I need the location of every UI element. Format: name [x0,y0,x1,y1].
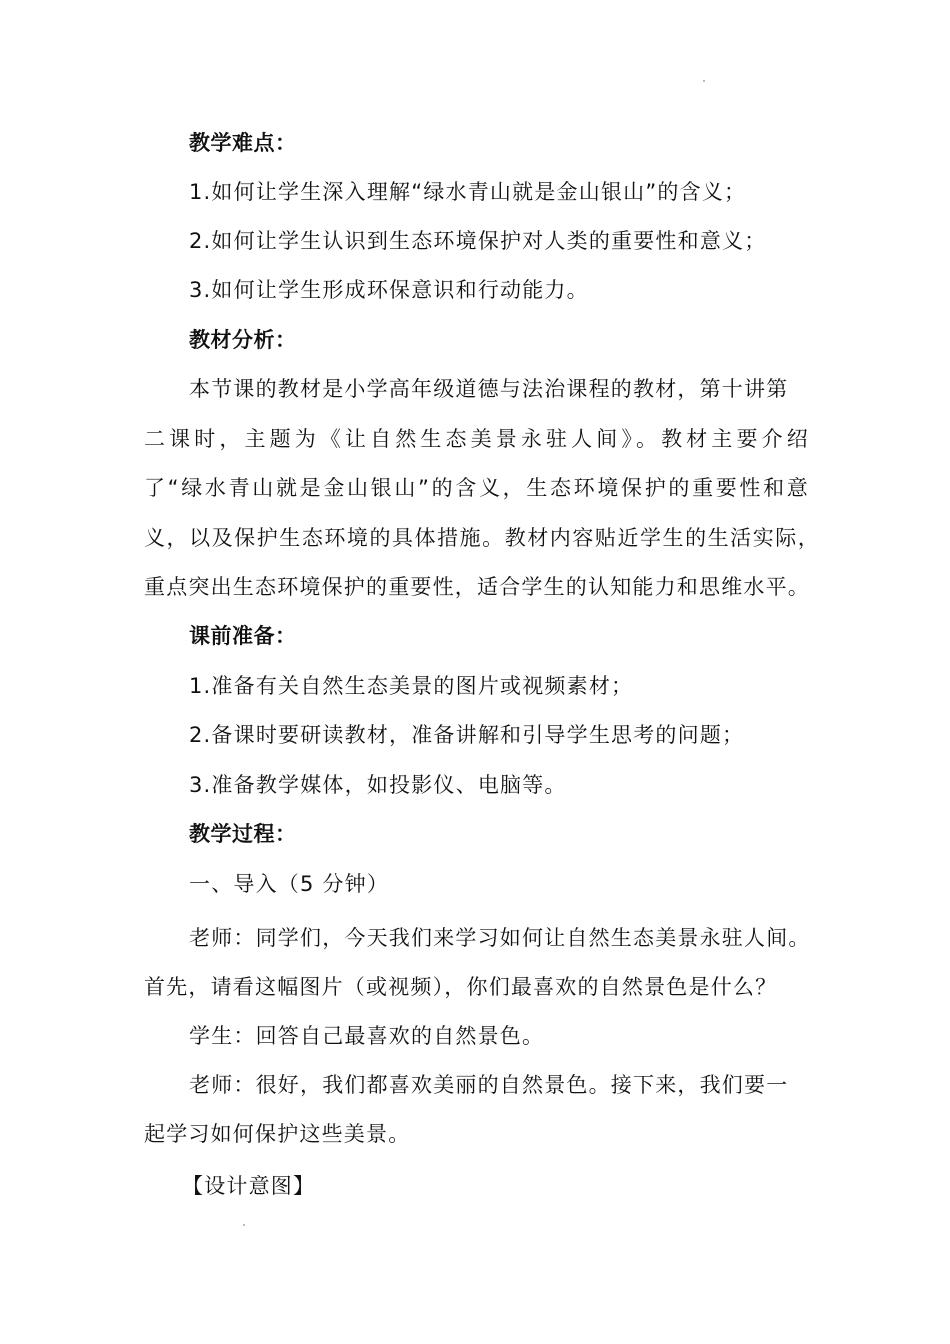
teacher-line-1: 老师：同学们，今天我们来学习如何让自然生态美景永驻人间。 [189,926,811,950]
preparation-item-3: 3.准备教学媒体，如投影仪、电脑等。 [189,773,567,797]
analysis-line-5: 重点突出生态环境保护的重要性，适合学生的认知能力和思维水平。 [144,575,810,599]
analysis-line-1: 本节课的教材是小学高年级道德与法治课程的教材，第十讲第 [189,377,789,401]
analysis-line-2: 二课时，主题为《让自然生态美景永驻人间》。教材主要介绍 [144,427,809,451]
scan-dot-top [703,80,705,82]
process-heading: 教学过程： [189,822,297,846]
analysis-line-3: 了“绿水青山就是金山银山”的含义，生态环境保护的重要性和意 [144,476,809,500]
difficulty-item-2: 2.如何让学生认识到生态环境保护对人类的重要性和意义； [189,229,767,253]
teacher-line-4: 起学习如何保护这些美景。 [144,1122,411,1146]
section-intro-title: 一、导入（5 分钟） [189,872,390,896]
student-line-1: 学生：回答自己最喜欢的自然景色。 [189,1024,545,1048]
difficulty-item-1: 1.如何让学生深入理解“绿水青山就是金山银山”的含义； [189,180,747,204]
preparation-item-1: 1.准备有关自然生态美景的图片或视频素材； [189,674,634,698]
scan-dot-bottom [243,1224,245,1226]
teacher-line-2: 首先，请看这幅图片（或视频），你们最喜欢的自然景色是什么？ [144,975,778,999]
analysis-line-4: 义，以及保护生态环境的具体措施。教材内容贴近学生的生活实际， [144,526,820,550]
preparation-heading: 课前准备： [189,624,297,648]
difficulty-heading: 教学难点： [189,131,297,155]
difficulty-item-3: 3.如何让学生形成环保意识和行动能力。 [189,278,589,302]
preparation-item-2: 2.备课时要研读教材，准备讲解和引导学生思考的问题； [189,723,745,747]
teacher-line-3: 老师：很好，我们都喜欢美丽的自然景色。接下来，我们要一 [189,1073,789,1097]
analysis-heading: 教材分析： [189,328,297,352]
design-intent-label: 【设计意图】 [182,1174,316,1198]
